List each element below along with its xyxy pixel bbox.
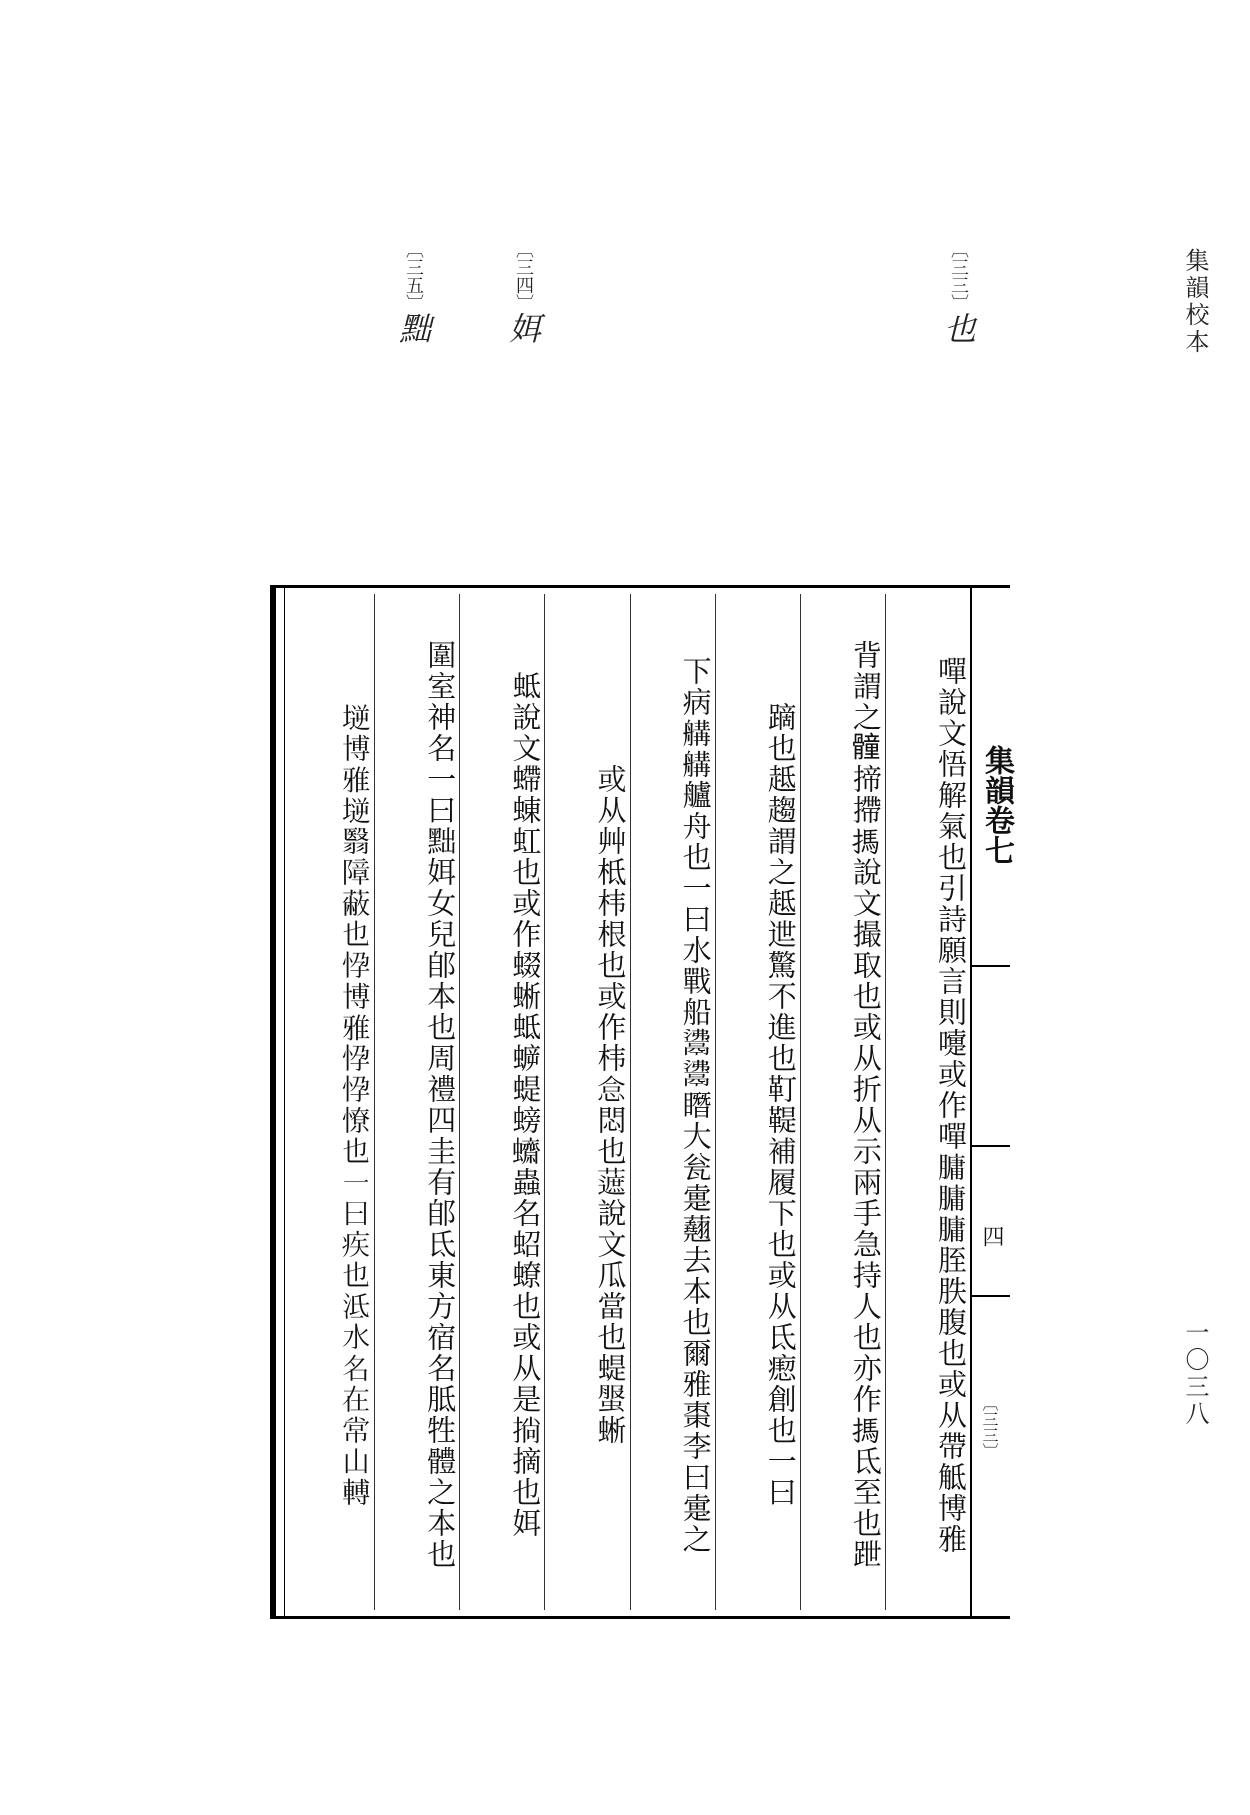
fish-tail-mark — [970, 965, 1010, 967]
page-margin-strip — [970, 585, 1014, 1619]
column-text: 圍室神名一曰黜㛅女兒郋本也周禮四圭有郋氐東方宿名胝牲體之本也 — [423, 640, 458, 1570]
border-line — [284, 588, 285, 1616]
note-35 — [390, 240, 436, 344]
text-column — [459, 594, 544, 1610]
margin-note: 〔三三〕 — [980, 1395, 999, 1459]
text-columns — [290, 594, 970, 1610]
note-text: 黜 — [394, 312, 432, 344]
note-mark: 〔三四〕 — [513, 240, 534, 312]
column-text: 下病𦩷𦩷艫舟也一曰水戰船𩰾𩰾䁮大瓮疐𧄍去本也爾雅棗李曰疐之 — [678, 655, 713, 1555]
text-column — [544, 594, 629, 1610]
note-34 — [500, 240, 546, 344]
text-column — [290, 594, 374, 1610]
text-block — [270, 585, 970, 1619]
fish-tail-mark — [970, 1145, 1010, 1147]
column-text: 𡏤博雅𡏤翳障蔽也𢘩博雅𢘩𢘩憭也一曰疾也泜水名在常山𨍭 — [338, 702, 373, 1508]
border-line — [970, 585, 972, 1619]
book-title: 集韻校本 — [1181, 248, 1209, 356]
note-mark: 〔三三〕 — [948, 240, 969, 312]
border-line — [970, 585, 1010, 588]
column-text: 背謂之𩪘揥摕𢲫說文撮取也或从折从示兩手急持人也亦作𢲫氐至也跇 — [848, 640, 883, 1570]
text-column — [630, 594, 715, 1610]
page-number: 一〇三八 — [1181, 1320, 1209, 1428]
text-column — [885, 594, 970, 1610]
note-text: 㛅 — [504, 312, 542, 344]
text-column — [715, 594, 800, 1610]
margin-title: 集韻卷七 — [979, 745, 1014, 865]
column-text: 嘽說文悟解氣也引詩願言則嚏或作嘽𦟛𦟛𦟛胵胅腹也或从帶觝博雅 — [934, 655, 968, 1555]
note-text: 也 — [939, 312, 977, 344]
note-33 — [935, 240, 981, 344]
note-mark: 〔三五〕 — [403, 240, 424, 312]
column-text: 蹢也趆趨謂之趆迣驚不進也靪鞮補履下也或从氐瘛創也一曰 — [763, 702, 798, 1508]
text-column — [800, 594, 885, 1610]
column-text: 蚳說文螮蝀虹也或作蝃蜥蚳蝷蝭螃𧕚蟲名蛁蟟也或从是𢮐摘也㛅 — [508, 671, 543, 1539]
fish-tail-mark — [970, 1295, 1010, 1297]
margin-mark: 四 — [979, 1225, 1004, 1247]
column-text: 或从艸柢㭏根也或作㭏𢙅悶也𧀹說文瓜當也蝭𧌘蜥 — [593, 764, 628, 1446]
border-line — [970, 1616, 1010, 1619]
text-column — [374, 594, 459, 1610]
